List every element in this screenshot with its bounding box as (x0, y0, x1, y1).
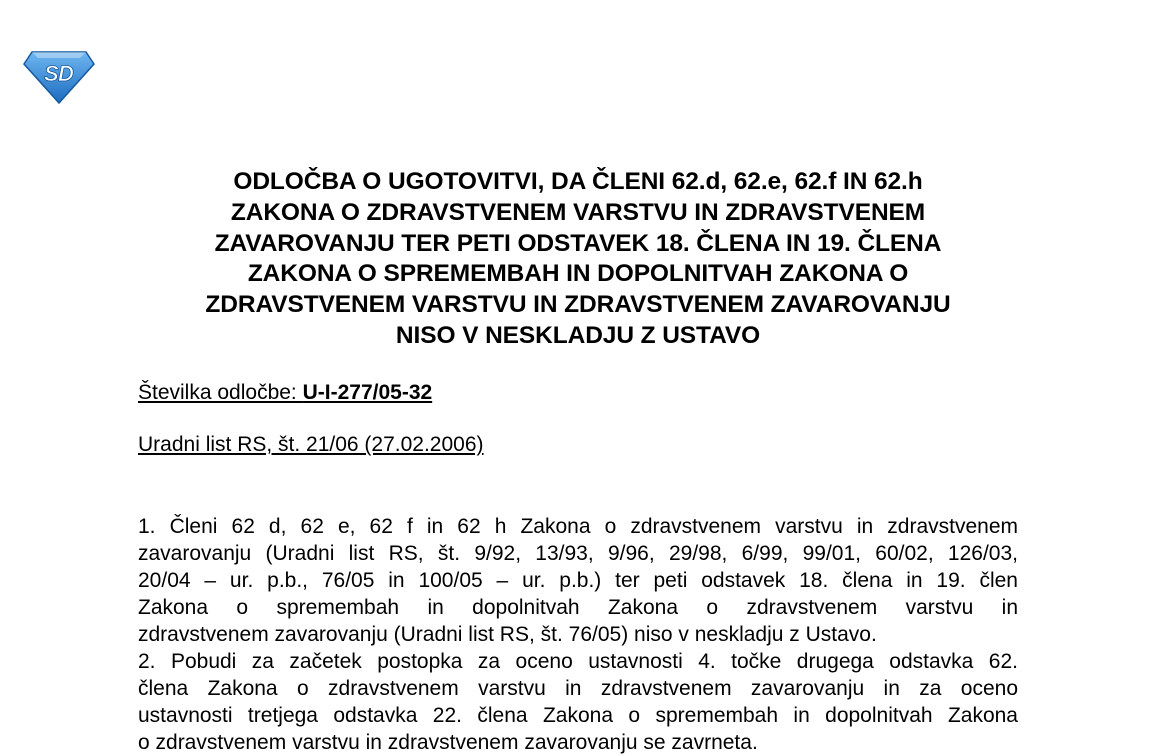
body-line: Zakona o spremembah in dopolnitvah Zakona o zdravstvenem varstvu in (138, 596, 1018, 619)
decision-number (138, 380, 432, 406)
body-line: zavarovanju (Uradni list RS, št. 9/92, 13/93, 9/96, 29/98, 6/99, 99/01, 60/02, 126/03, (138, 542, 1018, 565)
title-line: ZAKONA O SPREMEMBAH IN DOPOLNITVAH ZAKONA O (247, 260, 909, 288)
body-line: ustavnosti tretjega odstavka 22. člena Zakona o spremembah in dopolnitvah Zakona (138, 704, 1018, 727)
decision-number-label: Številka odločbe: (138, 381, 303, 404)
title-line: ZAKONA O ZDRAVSTVENEM VARSTVU IN ZDRAVSTVENEM (230, 198, 926, 226)
body-line: člena Zakona o zdravstvenem varstvu in zdravstvenem zavarovanju in za oceno (138, 677, 1018, 700)
sd-diamond-logo-icon (22, 48, 96, 104)
document-title (138, 167, 1018, 352)
body-line: 2. Pobudi za začetek postopka za oceno ustavnosti 4. točke drugega odstavka 62. (138, 650, 1018, 673)
title-line: ZDRAVSTVENEM VARSTVU IN ZDRAVSTVENEM ZAVAROVANJU (205, 291, 951, 319)
title-line: ZAVAROVANJU TER PETI ODSTAVEK 18. ČLENA IN 19. ČLENA (214, 229, 942, 257)
title-line: NISO V NESKLADJU Z USTAVO (395, 321, 761, 349)
decision-number-value: U-I-277/05-32 (302, 381, 433, 404)
body-line: zdravstvenem zavarovanju (Uradni list RS, št. 76/05) niso v neskladju z Ustavo. (138, 623, 877, 646)
decision-body (138, 513, 1018, 756)
gazette-reference: Uradni list RS, št. 21/06 (27.02.2006) (138, 433, 484, 456)
title-line: ODLOČBA O UGOTOVITVI, DA ČLENI 62.d, 62.e, 62.f IN 62.h (233, 168, 923, 195)
body-line: 1. Členi 62 d, 62 e, 62 f in 62 h Zakona o zdravstvenem varstvu in zdravstvenem (138, 515, 1018, 538)
svg-text:S: S (44, 61, 59, 86)
body-line: 20/04 – ur. p.b., 76/05 in 100/05 – ur. p.b.) ter peti odstavek 18. člena in 19. člen (138, 569, 1018, 592)
body-line: o zdravstvenem varstvu in zdravstvenem zavarovanju se zavrneta. (138, 731, 758, 754)
svg-text:D: D (58, 61, 74, 86)
